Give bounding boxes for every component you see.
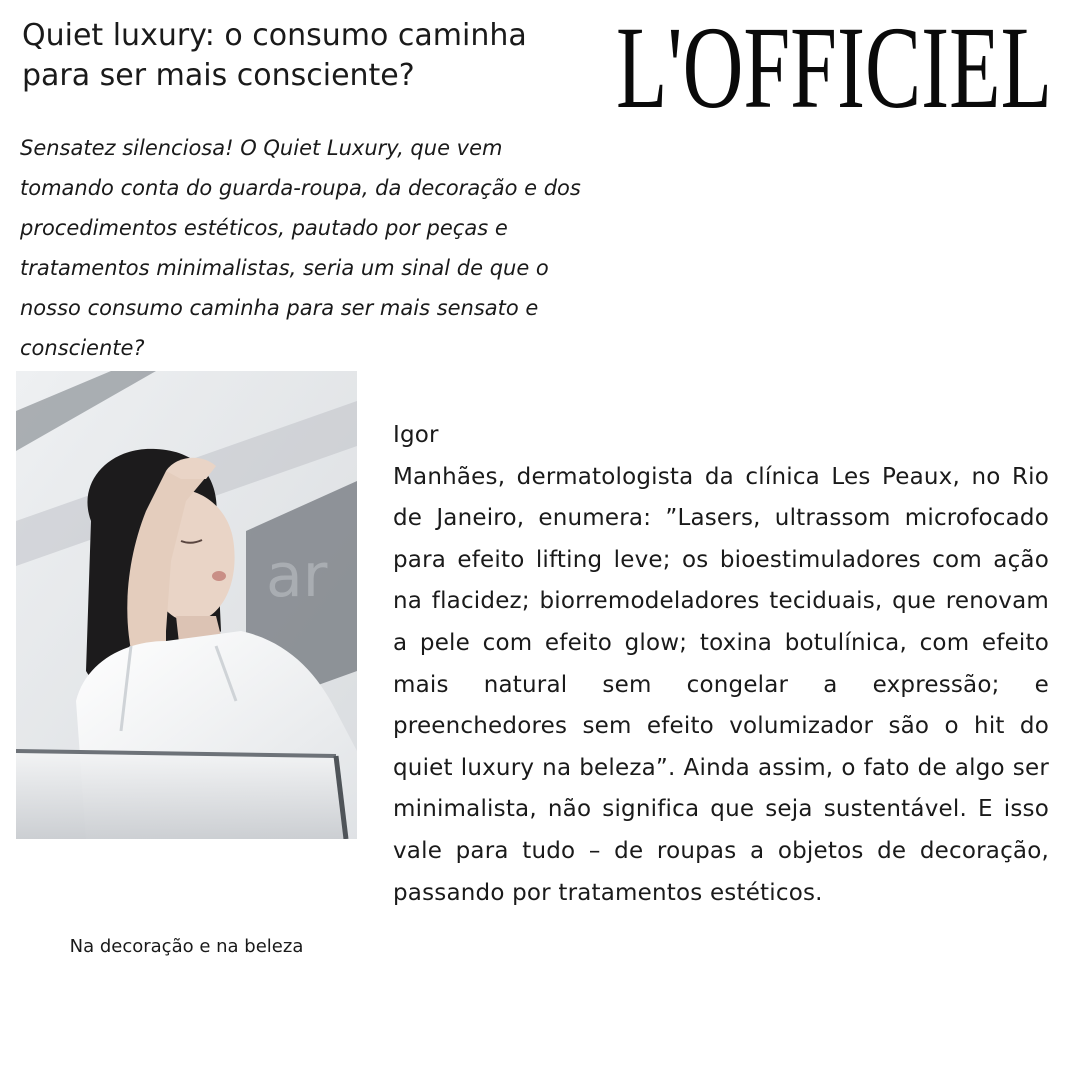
article-headline: Quiet luxury: o consumo caminha para ser mais consciente? [22,18,527,93]
lofficiel-logo [612,4,1056,116]
photo-caption: Na decoração e na beleza [69,936,304,957]
article-body-text: Manhães, dermatologista da clínica Les Peaux, no Rio de Janeiro, enumera: ”Lasers, ultrassom microfocado para efeito lifting leve; os bioestimuladores com ação na flacidez; biorremodeladores teciduais, que renovam a pele com efeito glow; toxina botulínica, com efeito mais natural sem congelar a expressão; e preenchedores sem efeito volumizador são o hit do quiet luxury na beleza”. Ainda assim, o fato de algo ser minimalista, não significa que seja sustentável. E isso vale para tudo – de roupas a objetos de decoração, passando por tratamentos estéticos. [393,463,1049,906]
article-body [393,415,1049,914]
article-photo [16,371,357,839]
article-body-lead-word: Igor [393,422,439,448]
article-lede: Sensatez silenciosa! O Quiet Luxury, que vem tomando conta do guarda-roupa, da decoração e dos procedimentos estéticos, pautado por peças e tratamentos minimalistas, seria um sinal de que o nosso consumo caminha para ser mais sensato e consciente? [20,136,581,360]
logo-wordmark: L'OFFICIEL [616,4,1052,116]
svg-text:ar: ar [266,541,328,611]
